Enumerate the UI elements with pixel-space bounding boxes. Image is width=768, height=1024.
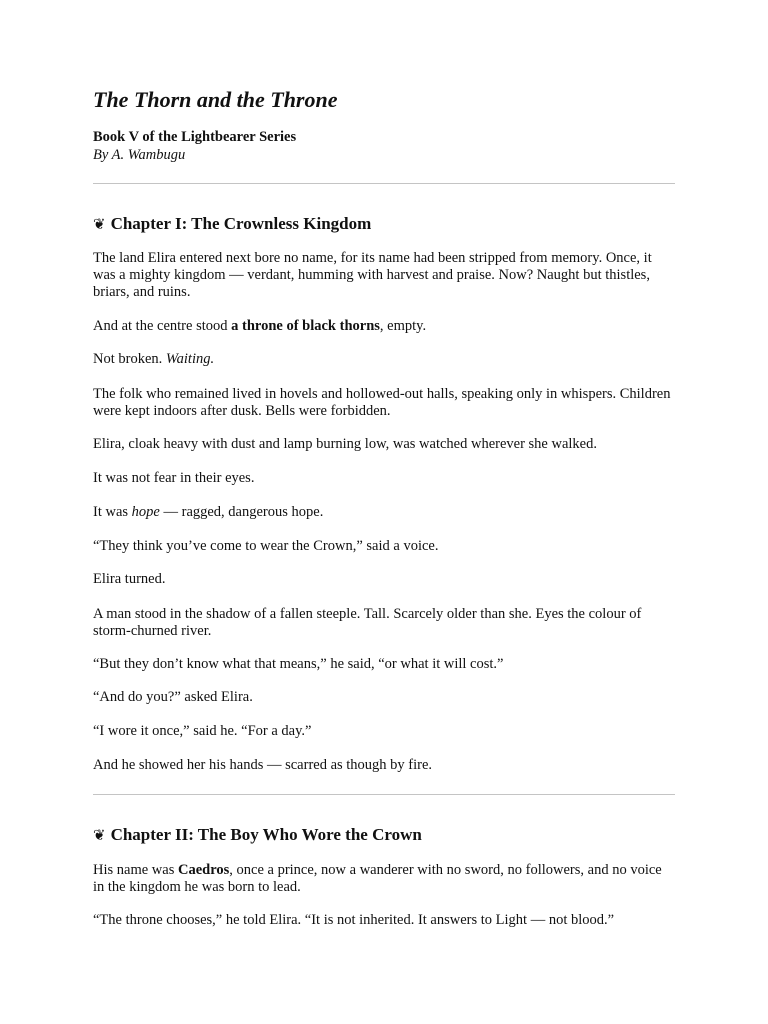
paragraph: [93, 504, 675, 521]
chapter-title: Chapter II: The Boy Who Wore the Crown: [110, 825, 422, 844]
chapter-heading: [93, 214, 371, 234]
text-run: His name was: [93, 862, 178, 878]
paragraph: The folk who remained lived in hovels and hollowed-out halls, speaking only in whispers. Children were kept indoors after dusk. Bells were forbidden.: [93, 386, 671, 419]
paragraph: Elira, cloak heavy with dust and lamp burning low, was watched wherever she walked.: [93, 436, 597, 452]
paragraph: A man stood in the shadow of a fallen steeple. Tall. Scarcely older than she. Eyes the colour of storm-churned river.: [93, 606, 642, 639]
paragraph: And he showed her his hands — scarred as though by fire.: [93, 757, 433, 773]
text-run: Not broken.: [93, 351, 166, 367]
italic-text: Waiting.: [165, 351, 215, 367]
italic-text: hope: [131, 504, 160, 520]
book-author: By A. Wambugu: [93, 147, 186, 163]
text-run: It was: [93, 504, 132, 520]
text-run: And at the centre stood: [93, 318, 232, 334]
chapter-heading: [93, 825, 422, 845]
floral-heart-icon: ❦: [93, 215, 106, 233]
paragraph: “And do you?” asked Elira.: [93, 689, 253, 705]
bold-text: Caedros: [177, 862, 230, 878]
paragraph: [93, 351, 675, 368]
paragraph: The land Elira entered next bore no name, for its name had been stripped from memory. Once, it was a mighty kingdom — verdant, humming with harvest and praise. Now? Naught but thistles, briars, and ruins.: [93, 250, 652, 300]
chapter-title: Chapter I: The Crownless Kingdom: [110, 214, 372, 233]
bold-text: a throne of black thorns: [231, 318, 380, 334]
paragraph: [93, 862, 675, 896]
text-run: , empty.: [379, 318, 427, 334]
text-run: — ragged, dangerous hope.: [159, 504, 324, 520]
text-run: , once a prince, now a wanderer with no sword, no followers, and no voice in the kingdom he was born to lead.: [93, 862, 662, 895]
paragraph: Elira turned.: [93, 571, 166, 587]
paragraph: “I wore it once,” said he. “For a day.”: [93, 723, 312, 739]
paragraph: “The throne chooses,” he told Elira. “It is not inherited. It answers to Light — not blood.”: [93, 912, 615, 928]
floral-heart-icon: ❦: [93, 826, 106, 844]
section-divider: [93, 183, 675, 184]
book-title: The Thorn and the Throne: [93, 87, 338, 112]
paragraph: [93, 318, 675, 335]
paragraph: It was not fear in their eyes.: [93, 470, 255, 486]
paragraph: “But they don’t know what that means,” he said, “or what it will cost.”: [93, 656, 504, 672]
section-divider: [93, 794, 675, 795]
paragraph: “They think you’ve come to wear the Crown,” said a voice.: [93, 538, 439, 554]
book-subtitle: Book V of the Lightbearer Series: [93, 129, 297, 145]
